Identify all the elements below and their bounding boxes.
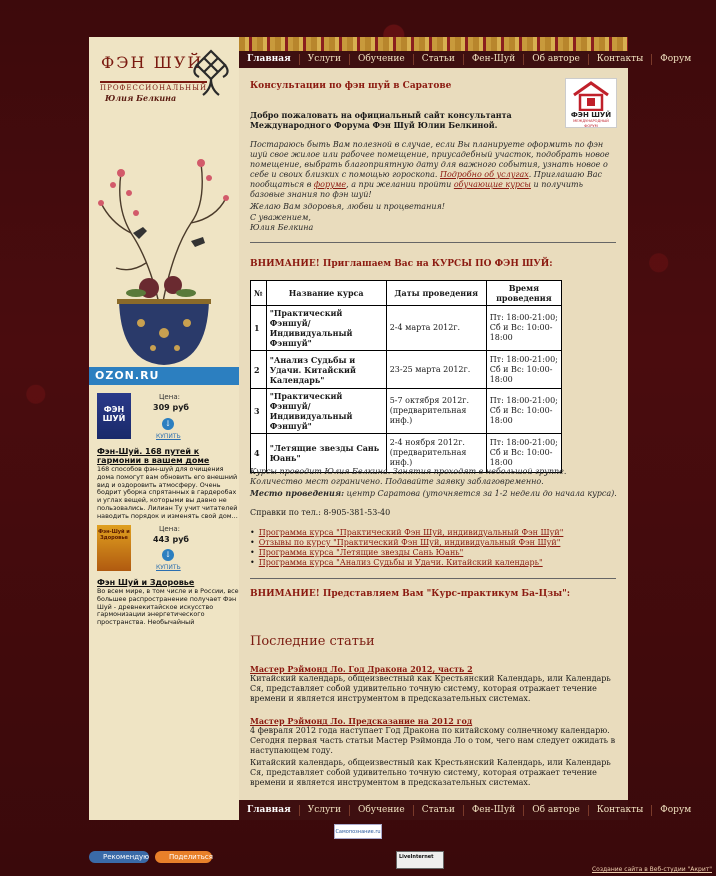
regards-text: С уважением,	[250, 213, 311, 222]
bottom-nav	[239, 800, 692, 820]
nav-item-home[interactable]: Главная	[239, 54, 300, 65]
cell-num: 2	[251, 351, 267, 389]
col-header-dates: Даты проведения	[386, 281, 486, 306]
cell-name: "Анализ Судьбы и Удачи. Китайский Календарь"	[266, 351, 386, 389]
left-sidebar	[89, 37, 239, 820]
book-title-1[interactable]: Фэн-Шуй. 168 путей к гармонии в вашем доме	[97, 447, 210, 465]
book-desc-1: 168 способов фэн-шуй для очищения дома помогут вам обновить его внешний вид и оздоровить атмосферу. Очень бодрит уборка спрятанных в гардеробах и углах вещей, которыми вы давно не пользовались. Лилиан Ту учит читателей наводить порядок и изменять свой дом...	[97, 465, 238, 520]
cell-time: Пт: 18:00-21:00; Сб и Вс: 10:00-18:00	[486, 434, 561, 473]
nav-item-about[interactable]: Об авторе	[524, 54, 589, 65]
nav-item-services[interactable]: Услуги	[300, 54, 350, 65]
intro-text-a: Постараюсь быть Вам полезной в случае, если Вы планируете оформить по фэн шуй свое жилое или рабочее помещение, приусадебный участок, подобрать новое помещение, выбрать благоприятную дату для важного события, узнать новое о себе и своих близких с помощью гороскопа.	[250, 140, 610, 179]
program-links	[250, 528, 620, 568]
cell-num: 4	[251, 434, 267, 473]
cell-name: "Практический Фэншуй/ Индивидуальный Фэншуй"	[266, 389, 386, 434]
nav-item-articles[interactable]: Статьи	[414, 54, 464, 65]
article-text-1: Китайский календарь, общеизвестный как Крестьянский Календарь, или Календарь Ся, представляет собой удивительно точную систему, которая отражает течение времени и является инструментом в предсказательных системах.	[250, 674, 611, 703]
cell-dates: 5-7 октября 2012г. (предварительная инф.)	[386, 389, 486, 434]
price-label-1: Цена:	[159, 393, 180, 401]
cell-name: "Летящие звезды Сань Юань"	[266, 434, 386, 473]
intro-text-c: , а при желании пройти	[346, 180, 452, 189]
venue-label: Место проведения:	[250, 488, 345, 498]
article-link-1[interactable]: Мастер Рэймонд Ло. Год Дракона 2012, часть 2	[250, 664, 473, 674]
article-title-1[interactable]	[250, 664, 620, 674]
table-row	[251, 306, 562, 351]
nav-item-services[interactable]: Услуги	[300, 805, 350, 816]
program-link-3[interactable]: Программа курса "Летящие звезды Сань Юань"	[258, 548, 464, 557]
nav-item-training[interactable]: Обучение	[350, 54, 414, 65]
courses-note: Курсы проводит Юлия Белкина. Занятия проходят в небольшой группе. Количество мест ограничено. Подавайте заявку заблаговременно.	[250, 467, 567, 486]
ozon-banner[interactable]: OZON.RU	[89, 367, 239, 385]
divider	[250, 242, 616, 243]
main-content	[239, 37, 692, 820]
nav-item-about[interactable]: Об авторе	[524, 805, 589, 816]
book-cover-2[interactable]	[97, 525, 131, 571]
book-cover-1[interactable]	[97, 393, 131, 439]
share-button[interactable]	[155, 851, 212, 863]
endless-knot-icon	[191, 47, 231, 99]
intro-paragraph	[250, 140, 620, 200]
nav-item-training[interactable]: Обучение	[350, 805, 414, 816]
table-header-row	[251, 281, 562, 306]
book-title-2[interactable]: Фэн Шуй и Здоровье	[97, 578, 195, 587]
nav-item-contacts[interactable]: Контакты	[589, 805, 653, 816]
price-value-1: 309 руб	[153, 403, 190, 412]
courses-heading: ВНИМАНИЕ! Приглашаем Вас на КУРСЫ ПО ФЭН ШУЙ:	[250, 259, 553, 269]
book-desc-2: Во всем мире, в том числе и в России, все большее распространение получает Фэн Шуй - древнекитайское искусство гармонизации энергетического пространства. Необычайный	[97, 587, 239, 627]
price-value-2: 443 руб	[153, 535, 190, 544]
nav-item-articles[interactable]: Статьи	[414, 805, 464, 816]
intro-text-d: и получить базовые знания по фэн шуй!	[250, 180, 583, 199]
nav-item-forum[interactable]: Форум	[660, 804, 692, 815]
article-title-2[interactable]	[250, 716, 620, 726]
liveinternet-counter[interactable]	[396, 851, 444, 869]
house-icon	[566, 81, 616, 111]
page-wrapper	[89, 37, 692, 820]
table-row	[251, 389, 562, 434]
cell-name: "Практический Фэншуй/ Индивидуальный Фэншуй"	[266, 306, 386, 351]
counter-text: LiveInternet	[399, 854, 434, 860]
nav-item-forum[interactable]: Форум	[660, 54, 692, 64]
article-link-2[interactable]: Мастер Рэймонд Ло. Предсказание на 2012 год	[250, 716, 473, 726]
logo-author: Юлия Белкина	[105, 93, 177, 103]
forum-link[interactable]: форуме	[313, 180, 347, 189]
col-header-name: Название курса	[266, 281, 386, 306]
signature-text: Юлия Белкина	[250, 223, 314, 232]
program-link-1[interactable]: Программа курса "Практический Фэн Шуй, индивидуальный Фэн Шуй"	[258, 528, 564, 537]
buy-link-1[interactable]: КУПИТЬ	[156, 433, 181, 440]
decorative-strip	[239, 37, 628, 51]
venue-line	[250, 488, 620, 499]
studio-credit-link[interactable]: Создание сайта в Веб-студии "Акрит"	[591, 866, 712, 873]
price-label-2: Цена:	[159, 525, 180, 533]
venue-text: центр Саратова (уточняется за 1-2 недели до начала курса).	[346, 489, 617, 498]
bazi-heading: ВНИМАНИЕ! Представляем Вам "Курс-практикум Ба-Цзы":	[250, 589, 571, 599]
cell-time: Пт: 18:00-21:00; Сб и Вс: 10:00-18:00	[486, 389, 561, 434]
cell-dates: 2-4 марта 2012г.	[386, 306, 486, 351]
page-title: Консультации по фэн шуй в Саратове	[250, 81, 452, 91]
nav-item-contacts[interactable]: Контакты	[589, 54, 653, 65]
samopoznanie-text: Самопознание.ru	[335, 829, 381, 835]
cell-dates: 2-4 ноября 2012г. (предварительная инф.)	[386, 434, 486, 473]
divider	[250, 578, 616, 579]
phone-text: Справки по тел.: 8-905-381-53-40	[250, 508, 391, 517]
forum-logo-line2: МЕЖДУНАРОДНЫЙ ФОРУМ	[573, 119, 609, 128]
logo-subtitle: ПРОФЕССИОНАЛЬНЫЙ	[100, 81, 207, 92]
cell-time: Пт: 18:00-21:00; Сб и Вс: 10:00-18:00	[486, 351, 561, 389]
nav-item-fengshui[interactable]: Фен-Шуй	[464, 805, 524, 816]
logo-title[interactable]: ФЭН ШУЙ	[101, 53, 204, 72]
col-header-num: №	[251, 281, 267, 306]
cell-dates: 23-25 марта 2012г.	[386, 351, 486, 389]
cart-icon[interactable]: ↓	[162, 549, 174, 561]
article-text-3: Китайский календарь, общеизвестный как Крестьянский Календарь, или Календарь Ся, представляет собой удивительно точную систему, которая отражает течение времени и является инструментом в предсказательных системах.	[250, 758, 611, 787]
welcome-text: Добро пожаловать на официальный сайт консультанта Международного Форума Фэн Шуй Юлии Белкиной.	[250, 110, 512, 130]
courses-link[interactable]: обучающие курсы	[453, 180, 531, 189]
cell-num: 1	[251, 306, 267, 351]
recommend-button[interactable]	[89, 851, 149, 863]
nav-item-home[interactable]: Главная	[239, 805, 300, 816]
cart-icon[interactable]: ↓	[162, 418, 174, 430]
courses-table	[250, 280, 562, 473]
book-cover-2-text: Фэн-Шуй и Здоровье	[98, 529, 130, 541]
top-nav	[239, 51, 692, 68]
articles-title: Последние статьи	[250, 634, 375, 649]
program-link-4[interactable]: Программа курса "Анализ Судьбы и Удачи. Китайский календарь"	[258, 558, 543, 567]
share-label: Поделиться	[169, 853, 213, 861]
table-row	[251, 351, 562, 389]
book-cover-1-text: ФЭН ШУЙ	[102, 405, 126, 423]
article-text-2: 4 февраля 2012 года наступает Год Дракона по китайскому солнечному календарю. Сегодня первая часть статьи Мастер Рэймонда Ло о том, чего нам следует ожидать в наступающем году.	[250, 726, 616, 755]
intro-text-b: . Приглашаю Вас пообщаться в	[250, 170, 603, 189]
cell-time: Пт: 18:00-21:00; Сб и Вс: 10:00-18:00	[486, 306, 561, 351]
program-link-2[interactable]: Отзывы по курсу "Практический Фэн Шуй, индивидуальный Фэн Шуй"	[258, 538, 561, 547]
vase-painting-image	[91, 123, 237, 366]
nav-item-fengshui[interactable]: Фен-Шуй	[464, 54, 524, 65]
cell-num: 3	[251, 389, 267, 434]
forum-logo-line1: ФЭН ШУЙ	[570, 111, 612, 119]
recommend-label: Рекомендую	[103, 853, 150, 861]
col-header-time: Время проведения	[486, 281, 561, 306]
buy-link-2[interactable]: КУПИТЬ	[156, 564, 181, 571]
forum-logo[interactable]	[565, 78, 617, 128]
wishes-text: Желаю Вам здоровья, любви и процветания!	[250, 202, 445, 211]
samopoznanie-badge[interactable]	[334, 824, 382, 839]
services-link[interactable]: Подробно об услугах	[439, 170, 529, 179]
